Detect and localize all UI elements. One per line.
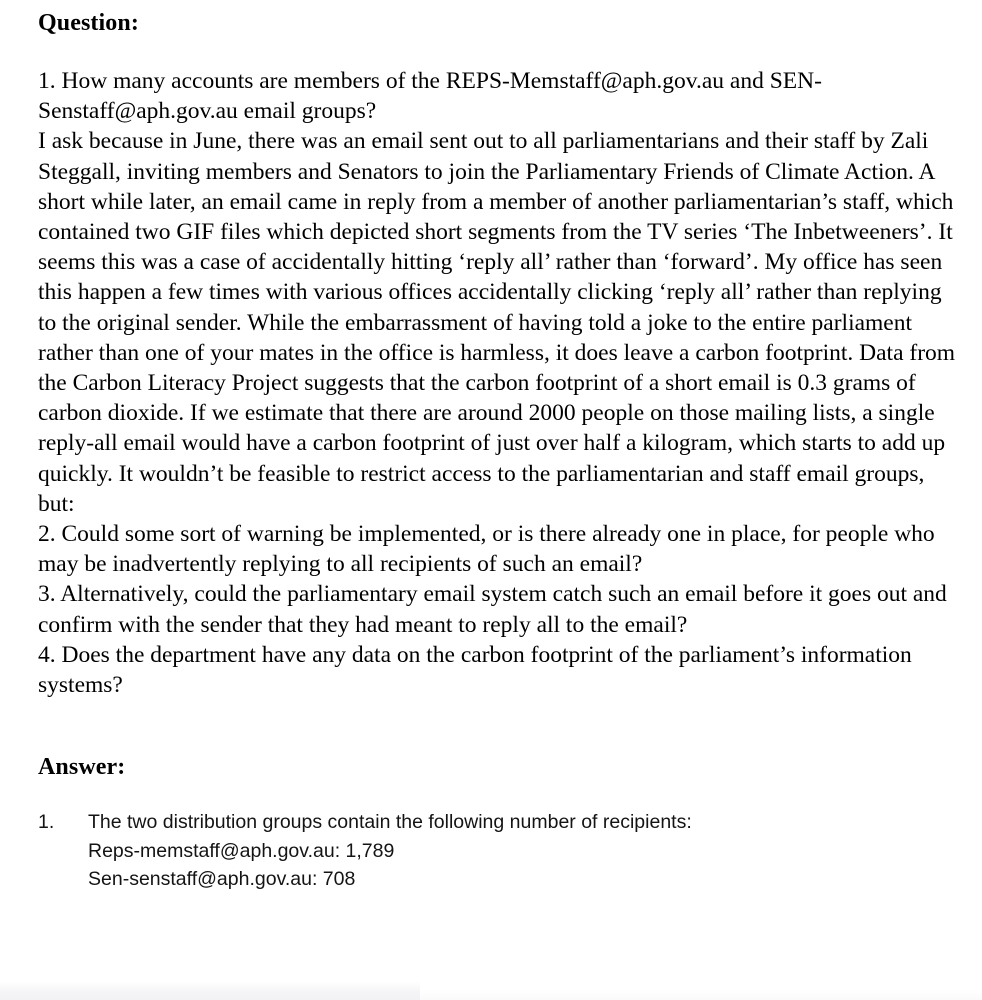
question-answer-gap	[38, 700, 962, 752]
question-body	[38, 66, 963, 700]
answer-list	[38, 808, 962, 894]
heading-spacer	[38, 38, 962, 66]
question-paragraph-2: I ask because in June, there was an email sent out to all parliamentarians and their staff by Zali Steggall, inviting members and Senators to join the Parliamentary Friends of Climate Action. A short while later, an email came in reply from a member of another parliamentarian’s staff, which contained two GIF files which depicted short segments from the TV series ‘The Inbetweeners’. It seems this was a case of accidentally hitting ‘reply all’ rather than ‘forward’. My office has seen this happen a few times with various offices accidentally clicking ‘reply all’ rather than replying to the original sender. While the embarrassment of having told a joke to the entire parliament rather than one of your mates in the office is harmless, it does leave a carbon footprint. Data from the Carbon Literacy Project suggests that the carbon footprint of a short email is 0.3 grams of carbon dioxide. If we estimate that there are around 2000 people on those mailing lists, a single reply-all email would have a carbon footprint of just over half a kilogram, which starts to add up quickly. It wouldn’t be feasible to restrict access to the parliamentarian and staff email groups, but:	[38, 128, 956, 517]
question-paragraph-3: 2. Could some sort of warning be implemented, or is there already one in place, for people who may be inadvertently replying to all recipients of such an email?	[38, 521, 935, 578]
list-item	[38, 808, 962, 894]
page-bottom-shading-wide	[0, 990, 982, 1000]
page-bottom-shading	[0, 982, 420, 1000]
answer-heading: Answer:	[38, 754, 126, 781]
question-heading: Question:	[38, 10, 139, 36]
answer-heading-spacer	[38, 782, 962, 808]
question-paragraph-5: 4. Does the department have any data on the carbon footprint of the parliament’s information systems?	[38, 641, 912, 699]
answer-line-reps-memstaff: Reps-memstaff@aph.gov.au: 1,789	[88, 839, 395, 862]
answer-line-sen-senstaff: Sen-senstaff@aph.gov.au: 708	[88, 868, 356, 891]
question-paragraph-1: 1. How many accounts are members of the REPS-Memstaff@aph.gov.au and SEN-Senstaff@aph.gov.au email groups?	[38, 68, 822, 125]
list-item-marker: 1.	[38, 811, 55, 834]
answer-line-intro: The two distribution groups contain the following number of recipients:	[88, 811, 692, 834]
question-paragraph-4: 3. Alternatively, could the parliamentary email system catch such an email before it goes out and confirm with the sender that they had meant to reply all to the email?	[38, 581, 947, 638]
